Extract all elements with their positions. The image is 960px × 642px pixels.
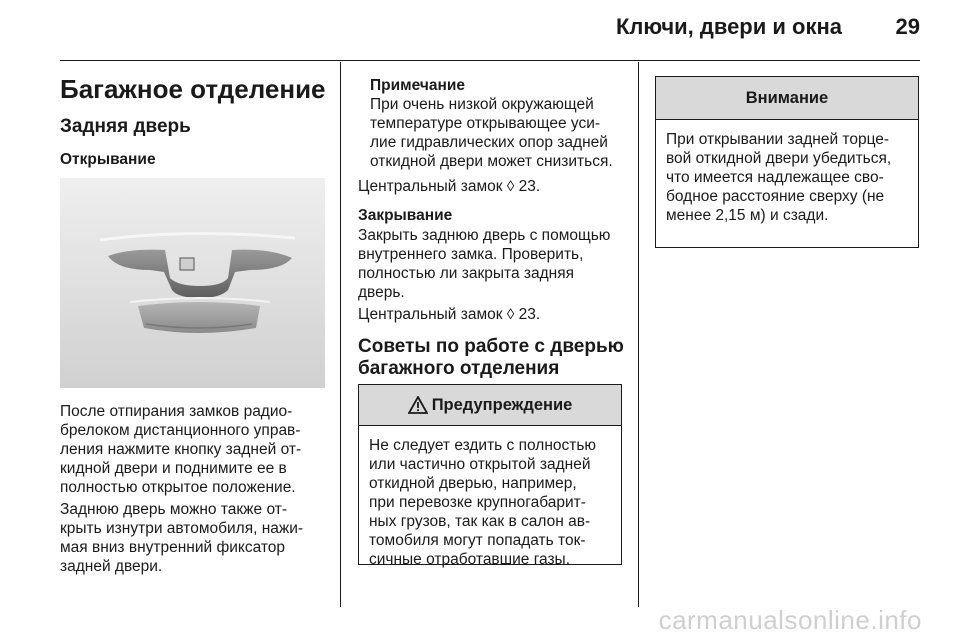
cross-reference-2: Центральный замок ◊ 23.: [358, 306, 541, 323]
warning-text: Не следует ездить с полностью или частично открытой задней откидной дверью, например, при перевозке крупногабарит- ных грузов, так как в салон ав- томобиля могут попадать ток- сичные отработавшие газы.: [369, 437, 597, 568]
warning-box: [358, 384, 622, 568]
warning-triangle-icon: [408, 396, 428, 414]
warning-title: Предупреждение: [431, 395, 573, 414]
heading-closing: Закрывание: [358, 207, 453, 224]
section-title: Багажное отделение: [60, 74, 326, 104]
caution-text: При открывании задней торце- вой откидной двери убедиться, что имеется надлежащее сво- бодное расстояние сверху (не менее 2,15 м) и сзади.: [666, 131, 892, 224]
note-label: Примечание: [370, 77, 465, 94]
tailgate-handle-illustration-icon: [60, 178, 325, 388]
note-block: Примечание При очень низкой окружающей температуре открывающее уси- лие гидравлических опор задней откидной двери может снизиться.: [358, 76, 628, 171]
column-divider-2: [638, 62, 639, 607]
subsection-title: Задняя дверь: [60, 116, 191, 137]
header-divider: [60, 60, 920, 61]
closing-paragraph: Закрыть заднюю дверь с помощью внутреннего замка. Проверить, полностью ли закрыта задняя дверь.: [358, 227, 611, 301]
caution-box: [655, 76, 919, 248]
tips-heading: Советы по работе с дверью багажного отделения: [358, 336, 624, 379]
watermark: carmanualsonline.info: [658, 605, 922, 635]
cross-reference-1: Центральный замок ◊ 23.: [358, 178, 541, 195]
page-ref-link[interactable]: 23.: [518, 178, 541, 195]
page-number: 29: [895, 14, 920, 39]
caution-box-header: [656, 77, 918, 120]
page-ref-arrow-icon: ◊: [506, 178, 515, 195]
warning-box-header: [359, 385, 621, 426]
tailgate-handle-photo: [60, 178, 325, 388]
page-ref-link[interactable]: 23.: [518, 306, 541, 323]
chapter-title: Ключи, двери и окна: [616, 14, 842, 39]
heading-opening: Открывание: [60, 151, 156, 168]
caution-title: Внимание: [745, 88, 829, 107]
opening-paragraph-1: После отпирания замков радио- брелоком дистанционного управ- ления нажмите кнопку задней от- кидной двери и поднимите ее в полностью открытое положение.: [60, 403, 302, 496]
column-divider-1: [340, 62, 341, 607]
opening-paragraph-2: Заднюю дверь можно также от- крыть изнутри автомобиля, нажи- мая вниз внутренний фиксатор задней двери.: [60, 501, 304, 575]
page-ref-arrow-icon: ◊: [506, 306, 515, 323]
